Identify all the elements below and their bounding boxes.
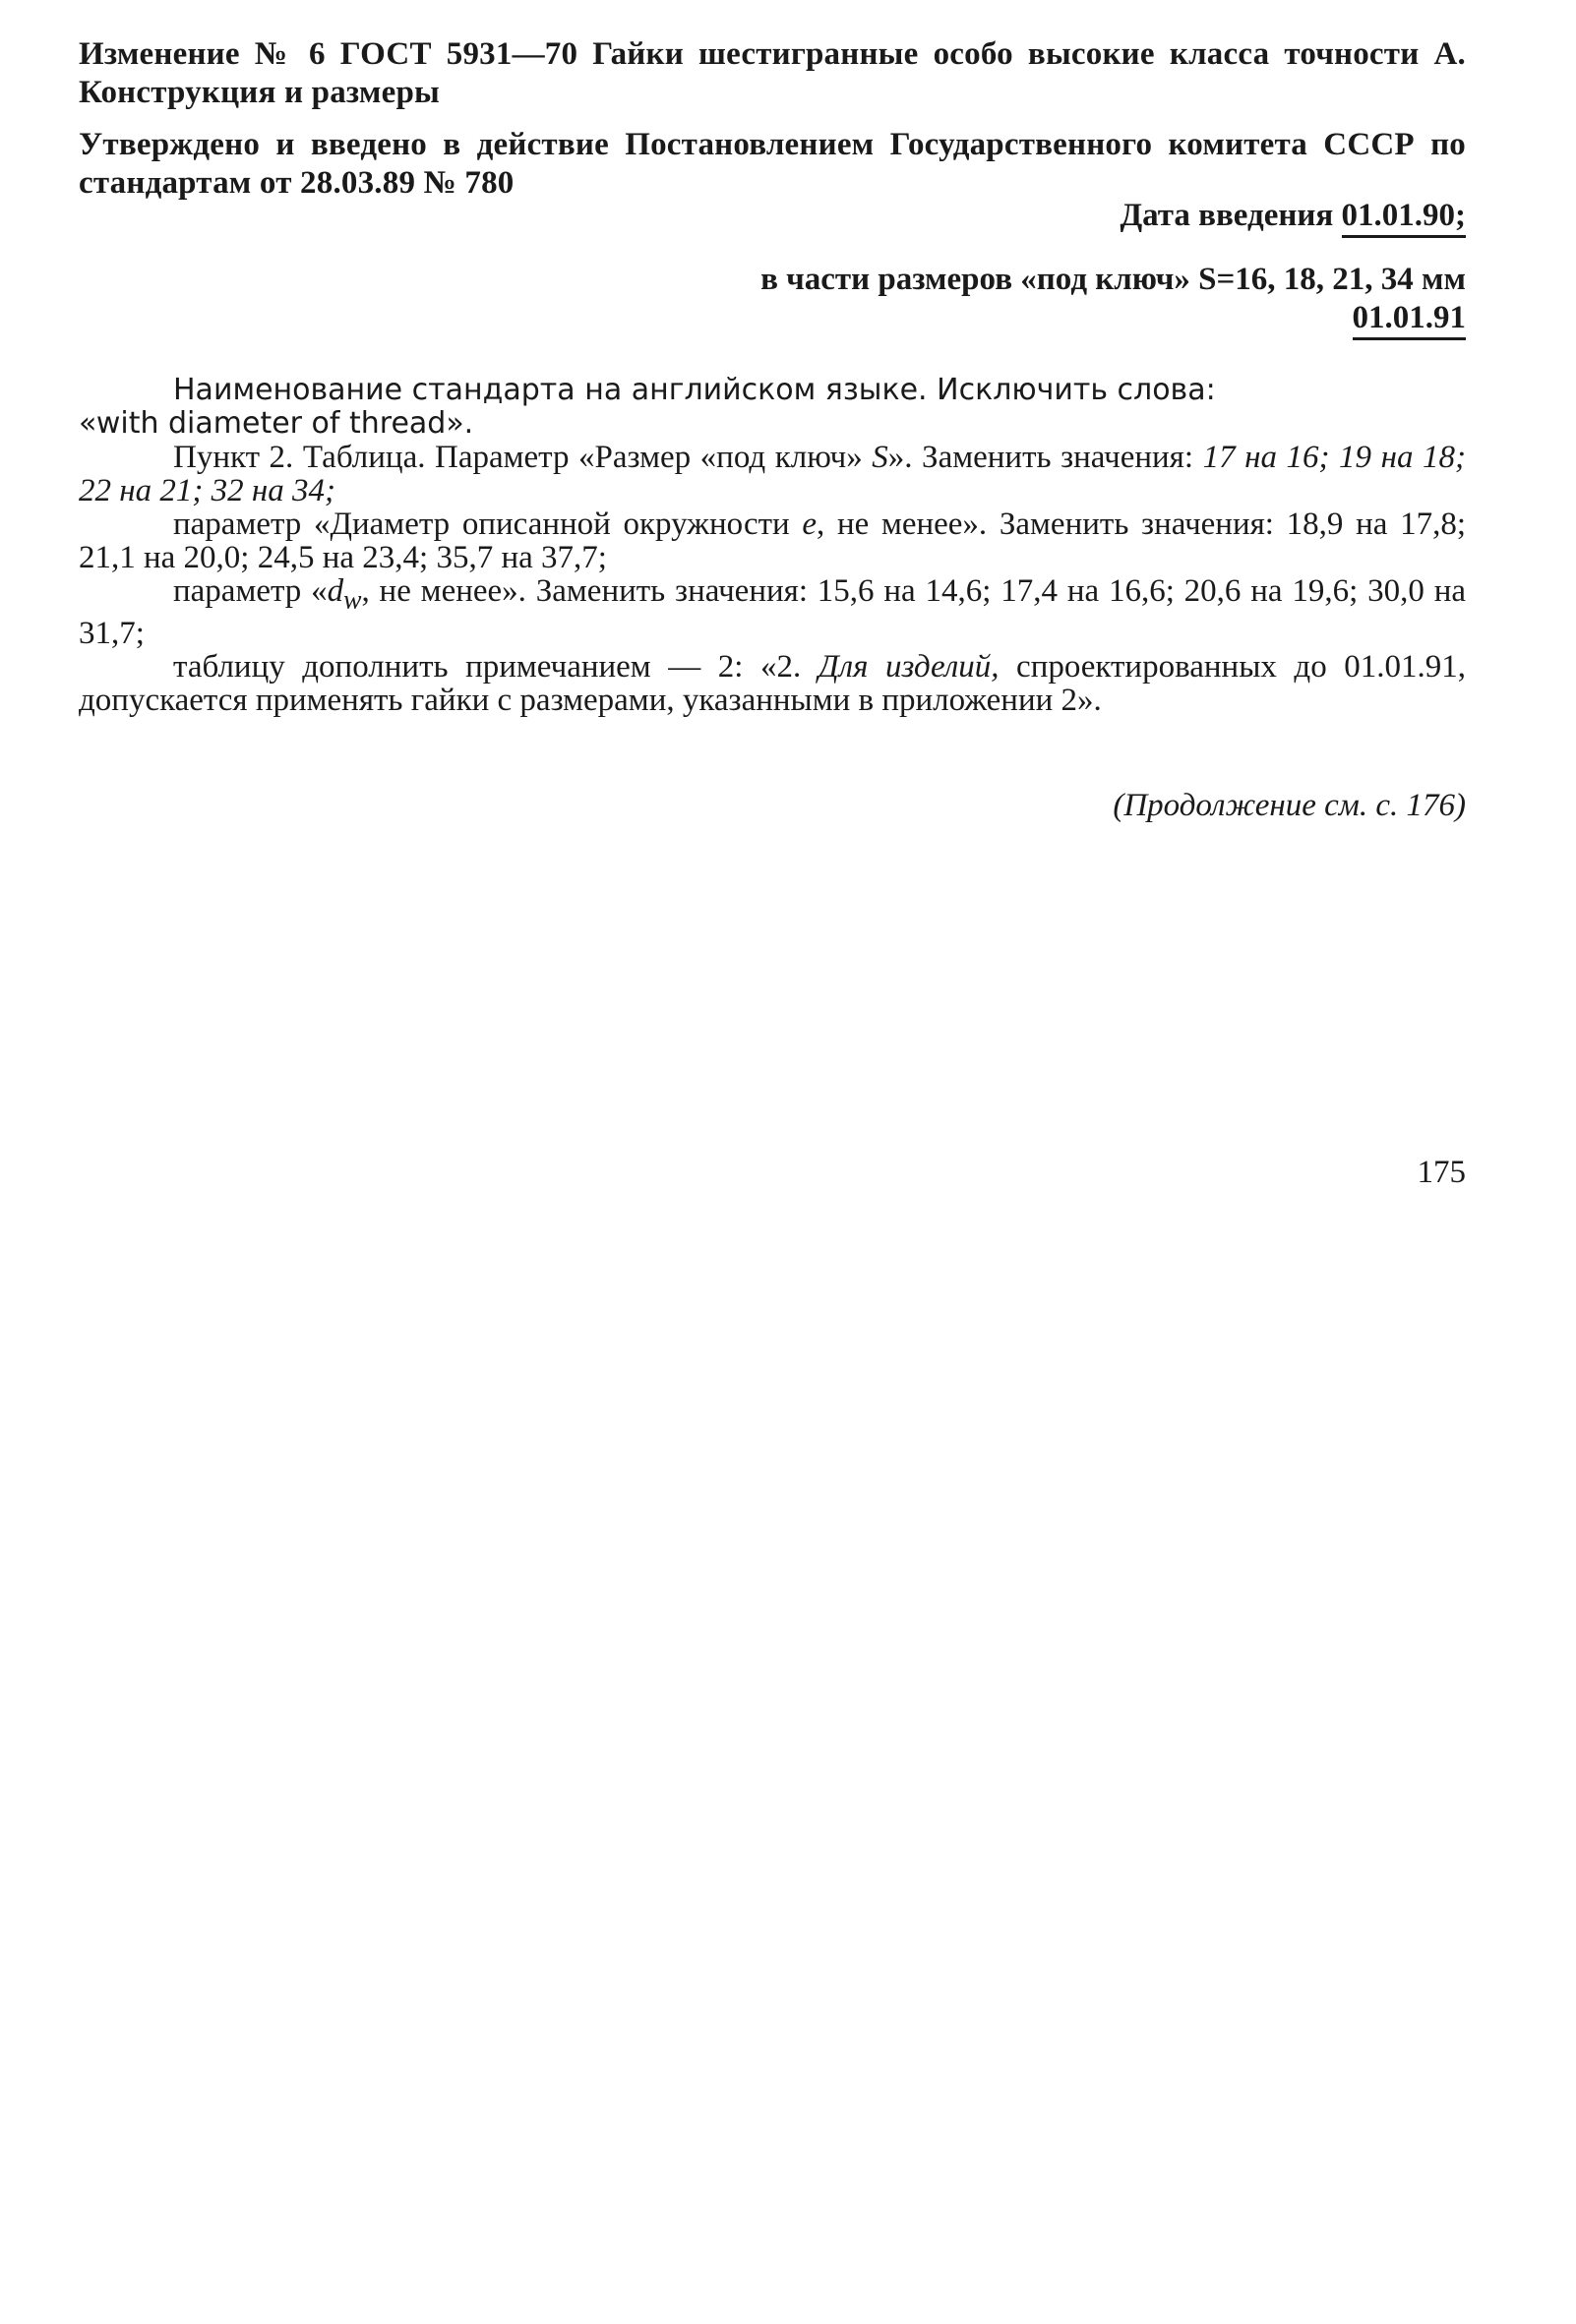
paragraph-circle-diameter — [79, 507, 1466, 574]
approval-statement: Утверждено и введено в действие Постановлением Государственного комитета СССР по стандартам от 28.03.89 № 780 — [79, 127, 1466, 201]
para3-text-a: параметр «Диаметр описанной окружности — [173, 507, 803, 542]
amendment-body — [79, 374, 1466, 717]
para2-text-a: Пункт 2. Таблица. Параметр «Размер «под ключ» — [173, 440, 873, 475]
symbol-s: S — [872, 440, 888, 475]
continuation-note: (Продолжение см. с. 176) — [1113, 788, 1466, 823]
para2-text-b: ». Заменить значения: — [887, 440, 1203, 475]
introduction-date — [1120, 197, 1466, 235]
paragraph-dw — [79, 574, 1466, 650]
keysize-date — [1353, 299, 1467, 337]
para5-text-a: таблицу дополнить примечанием — 2: «2. — [173, 648, 818, 685]
paragraph-english-words: «with diameter of thread». — [79, 406, 474, 441]
para4-text-b: , не менее». Заменить значения: 15,6 на 14,6; 17,4 на 16,6; 20,6 на 19,6; 30,0 на 31,7; — [79, 573, 1466, 651]
para2-values: 17 на 16; 19 на 18; 22 на 21; 32 на 34; — [79, 440, 1467, 508]
paragraph-english-title: Наименование стандарта на английском языке. Исключить слова: — [173, 373, 1216, 407]
keysize-date-value: 01.01.91 — [1353, 300, 1467, 340]
paragraph-key-size — [79, 441, 1466, 507]
para4-text-a: параметр « — [173, 573, 328, 609]
symbol-e: e — [802, 507, 818, 542]
para3-text-b: , не менее». Заменить значения: 18,9 на 17,8; 21,1 на 20,0; 24,5 на 23,4; 35,7 на 37,7; — [79, 507, 1466, 575]
keysize-note: в части размеров «под ключ» S=16, 18, 21, 34 мм — [760, 262, 1466, 297]
document-title: Изменение № 6 ГОСТ 5931—70 Гайки шестигранные особо высокие класса точности А. Конструкция и размеры — [79, 36, 1466, 110]
date-label: Дата введения — [1120, 198, 1334, 233]
paragraph-note — [79, 650, 1466, 717]
page-number: 175 — [1417, 1155, 1466, 1190]
date-value: 01.01.90; — [1342, 198, 1467, 238]
para5-text-b: спроектированных до 01.01.91, допускается применять гайки с размерами, указанными в приложении 2». — [79, 648, 1466, 718]
symbol-d: d — [327, 573, 344, 609]
symbol-d-subscript: w — [343, 583, 362, 615]
para5-italic: Для изделий, — [818, 648, 1000, 685]
